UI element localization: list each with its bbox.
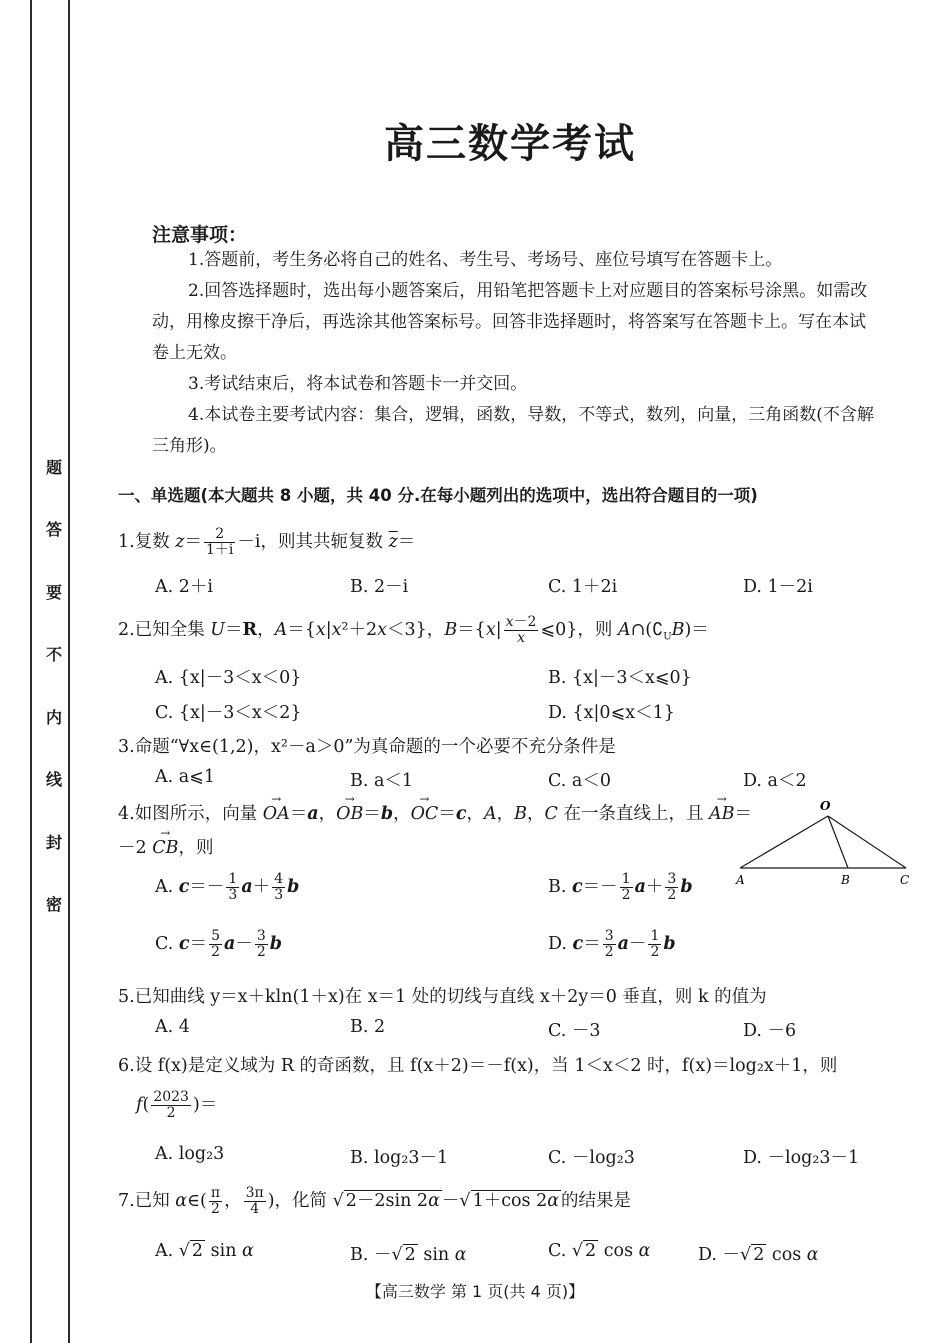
seal-warning bbox=[40, 455, 68, 915]
q4-option-a: A. c＝－ $\frac{1}{3}$ a＋ $\frac{4}{3}$ b bbox=[155, 871, 300, 903]
q4-figure bbox=[728, 796, 918, 896]
q2-option-a: A. {x|－3＜x＜0} bbox=[155, 668, 302, 688]
q2-option-d: D. {x|0⩽x＜1} bbox=[548, 703, 675, 723]
q4-option-b: B. c＝－ $\frac{1}{2}$ a＋ $\frac{3}{2}$ b bbox=[548, 871, 693, 903]
q1-option-a: A. 2＋i bbox=[155, 577, 213, 597]
seal-char: 密 bbox=[45, 894, 62, 914]
seal-char: 不 bbox=[45, 645, 62, 665]
notice-item-4: 4.本试卷主要考试内容：集合，逻辑，函数，导数，不等式，数列，向量，三角函数(不含解三角形)。 bbox=[152, 405, 874, 456]
q7-option-a: A. √ 2 sin α bbox=[155, 1241, 254, 1261]
label-b: B bbox=[841, 873, 850, 887]
question-5-stem: 5.已知曲线 y＝x＋kln(1＋x)在 x＝1 处的切线与直线 x＋2y＝0 垂直，则 k 的值为 bbox=[118, 987, 767, 1007]
seal-char: 内 bbox=[45, 707, 62, 727]
q6-option-c: C. －log₂3 bbox=[548, 1148, 635, 1168]
seal-char: 要 bbox=[45, 582, 62, 602]
q7-option-b: B. －√ 2 sin α bbox=[350, 1245, 467, 1265]
label-a: A bbox=[736, 873, 745, 887]
q6-option-a: A. log₂3 bbox=[155, 1144, 225, 1164]
q3-option-c: C. a＜0 bbox=[548, 771, 611, 791]
question-7-stem: 7.已知 α∈( $\frac{\pi}{2}$ ， $\frac{3\pi}{4}$ )，化简 √ 2－2sin 2α －√ 1＋cos 2α 的结果是 bbox=[118, 1185, 632, 1217]
q5-option-c: C. －3 bbox=[548, 1021, 601, 1041]
line-ob bbox=[828, 816, 848, 868]
q5-option-b: B. 2 bbox=[350, 1017, 386, 1037]
q6-option-b: B. log₂3－1 bbox=[350, 1148, 449, 1168]
line-oc bbox=[828, 816, 906, 868]
seal-char: 线 bbox=[45, 770, 62, 790]
exam-title: 高三数学考试 bbox=[384, 121, 636, 167]
q7-option-c: C. √ 2 cos α bbox=[548, 1241, 651, 1261]
q3-option-d: D. a＜2 bbox=[743, 771, 807, 791]
q4-option-c: C. c＝ $\frac{5}{2}$ a－ $\frac{3}{2}$ b bbox=[155, 928, 282, 960]
question-3-stem: 3.命题“∀x∈(1,2)，x²－a＞0”为真命题的一个必要不充分条件是 bbox=[118, 737, 616, 757]
binding-line-inner bbox=[68, 0, 70, 1343]
label-o: O bbox=[820, 799, 831, 813]
section-heading: 一、单选题(本大题共 8 小题，共 40 分.在每小题列出的选项中，选出符合题目的一项) bbox=[118, 486, 758, 505]
q7-option-d: D. －√ 2 cos α bbox=[698, 1245, 819, 1265]
q3-option-a: A. a⩽1 bbox=[155, 767, 215, 787]
q3-option-b: B. a＜1 bbox=[350, 771, 414, 791]
q2-option-b: B. {x|－3＜x⩽0} bbox=[548, 668, 692, 688]
q5-option-d: D. －6 bbox=[743, 1021, 797, 1041]
seal-char: 封 bbox=[45, 832, 62, 852]
line-oa bbox=[740, 816, 828, 868]
notice-item-2: 2.回答选择题时，选出每小题答案后，用铅笔把答题卡上对应题目的答案标号涂黑。如需改动，用橡皮擦干净后，再选涂其他答案标号。回答非选择题时，将答案写在答题卡上。写在本试卷上无效。 bbox=[152, 281, 868, 363]
question-4-stem: 4.如图所示，向量 → OA＝a，→ OB＝b，→ OC＝c，A，B，C 在一条直线上，且 → AB＝ bbox=[118, 800, 752, 825]
question-6-stem-cont: f( $\frac{2023}{2}$ )＝ bbox=[136, 1089, 218, 1121]
q5-option-a: A. 4 bbox=[155, 1017, 190, 1037]
notice-heading: 注意事项： bbox=[152, 224, 248, 246]
seal-char: 答 bbox=[45, 520, 62, 540]
seal-char: 题 bbox=[45, 458, 62, 477]
question-1-stem: 1.复数 z＝ $\frac{2}{1+i}$ －i，则其共轭复数 $\overline{z}=$ bbox=[118, 526, 416, 558]
q1-option-d: D. 1－2i bbox=[743, 577, 813, 597]
page-footer: 【高三数学 第 1 页(共 4 页)】 bbox=[365, 1282, 585, 1301]
q6-option-d: D. －log₂3－1 bbox=[743, 1148, 860, 1168]
notice-item-1: 1.答题前，考生务必将自己的姓名、考生号、考场号、座位号填写在答题卡上。 bbox=[188, 250, 783, 270]
q1-option-c: C. 1＋2i bbox=[548, 577, 618, 597]
question-2-stem: 2.已知全集 U＝R，A＝{x|x²＋2x＜3}，B＝{x| $\frac{x-2}{x}$ ⩽0}，则 $A\cap(∁_UB)=$ bbox=[118, 614, 709, 646]
binding-line-outer bbox=[30, 0, 32, 1343]
question-4-stem-cont: －2 → CB，则 bbox=[118, 834, 213, 859]
q4-option-d: D. c＝ $\frac{3}{2}$ a－ $\frac{1}{2}$ b bbox=[548, 928, 676, 960]
question-6-stem: 6.设 f(x)是定义域为 R 的奇函数，且 f(x＋2)＝－f(x)，当 1＜x＜2 时，f(x)＝log₂x＋1，则 bbox=[118, 1056, 838, 1076]
q1-option-b: B. 2－i bbox=[350, 577, 409, 597]
notice-item-3: 3.考试结束后，将本试卷和答题卡一并交回。 bbox=[188, 374, 528, 394]
q2-option-c: C. {x|－3＜x＜2} bbox=[155, 703, 302, 723]
label-c: C bbox=[900, 873, 910, 887]
